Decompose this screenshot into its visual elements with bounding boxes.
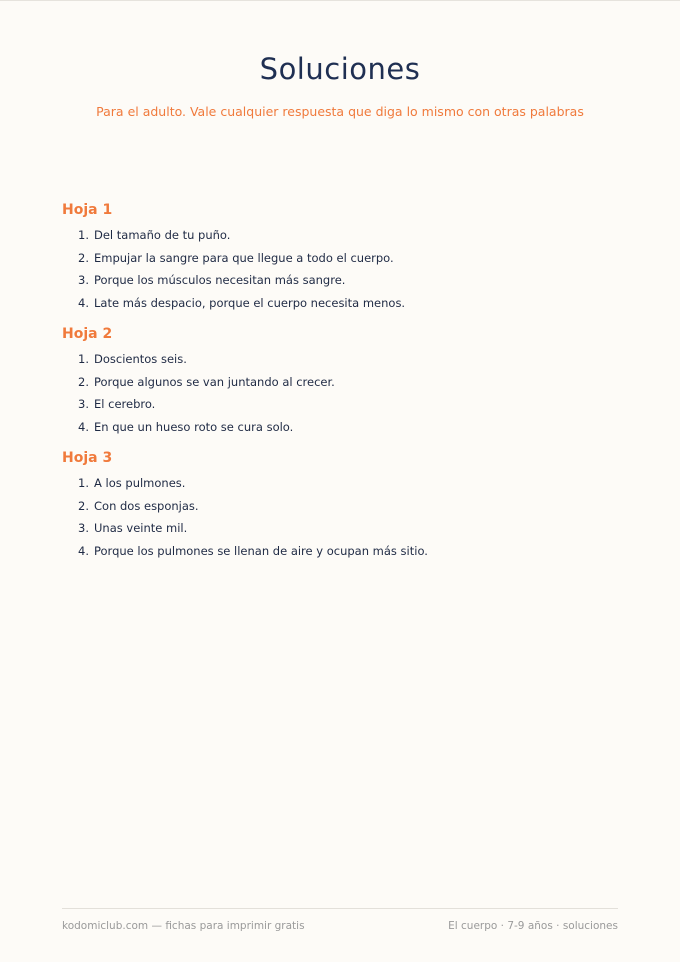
answer-number: 1. (78, 352, 89, 366)
answer-text: A los pulmones. (94, 476, 186, 490)
answer-text: Doscientos seis. (94, 352, 187, 366)
answer-item (78, 371, 622, 394)
answer-text: Unas veinte mil. (94, 521, 188, 535)
answer-number: 2. (78, 374, 89, 389)
answer-item (78, 292, 622, 315)
answer-item (78, 269, 622, 292)
footer-divider (62, 908, 618, 909)
answer-text: Porque los músculos necesitan más sangre. (94, 273, 346, 287)
answer-number: 4. (78, 295, 89, 310)
answer-item (78, 348, 622, 371)
section-title: Hoja 2 (62, 326, 113, 342)
answer-text: Con dos esponjas. (94, 498, 199, 513)
answer-item (78, 416, 622, 439)
section-title: Hoja 1 (62, 202, 113, 218)
answer-number: 1. (78, 476, 89, 490)
footer-site-text: kodomiclub.com — fichas para imprimir gratis (62, 920, 305, 932)
answer-item (78, 247, 622, 270)
answer-number: 2. (78, 498, 89, 513)
answer-number: 4. (78, 543, 89, 558)
page-top-border (0, 0, 680, 1)
answer-number: 4. (78, 419, 89, 434)
answer-item (78, 517, 622, 540)
answer-text: Empujar la sangre para que llegue a todo el cuerpo. (94, 250, 394, 265)
section-hoja-1 (62, 200, 622, 314)
answer-text: En que un hueso roto se cura solo. (94, 419, 294, 434)
page-subtitle: Para el adulto. Vale cualquier respuesta que diga lo mismo con otras palabras (96, 104, 584, 119)
answer-item (78, 224, 622, 247)
section-hoja-2 (62, 324, 622, 438)
answer-text: Porque algunos se van juntando al crecer. (94, 374, 335, 389)
answer-list (62, 472, 622, 562)
answer-list (62, 348, 622, 438)
answer-number: 1. (78, 228, 89, 242)
page-title: Soluciones (259, 52, 421, 86)
answer-item (78, 393, 622, 416)
answer-item (78, 495, 622, 518)
footer-info-text: El cuerpo · 7-9 años · soluciones (448, 920, 618, 932)
answer-number: 3. (78, 521, 89, 535)
answer-text: El cerebro. (94, 397, 156, 411)
answer-item (78, 472, 622, 495)
answer-list (62, 224, 622, 314)
section-title: Hoja 3 (62, 450, 113, 466)
answer-number: 3. (78, 397, 89, 411)
answer-item (78, 540, 622, 563)
answers-container (62, 200, 622, 572)
answer-number: 3. (78, 273, 89, 287)
answer-text: Del tamaño de tu puño. (94, 228, 231, 242)
section-hoja-3 (62, 448, 622, 562)
answer-text: Porque los pulmones se llenan de aire y ocupan más sitio. (94, 543, 428, 558)
answer-text: Late más despacio, porque el cuerpo necesita menos. (94, 295, 406, 310)
answer-number: 2. (78, 250, 89, 265)
